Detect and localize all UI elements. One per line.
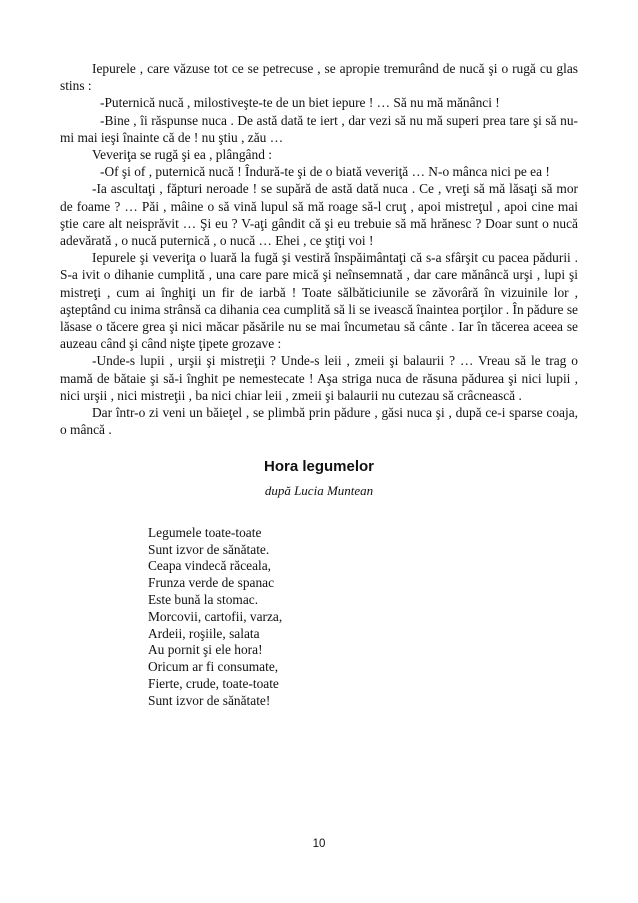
- poem-line: Legumele toate-toate: [148, 524, 262, 540]
- paragraph: -Puternică nucă , milostiveşte-te de un biet iepure ! … Să nu mă mănânci !: [100, 95, 500, 111]
- story-text: [60, 60, 578, 438]
- poem-line: Frunza verde de spanac: [148, 575, 275, 591]
- paragraph: Veveriţa se rugă şi ea , plângând :: [92, 147, 272, 163]
- paragraph: -Ia ascultaţi , făpturi neroade ! se supără de astă dată nuca . Ce , vreţi să mă lăsaţi să mor de foame ? … Păi , mâine o să vină lupul să mă roage să-l cruţ , apoi mistreţul , apoi cine mai ştie care alt neisprăvit … Şi eu ? V-aţi gândit că şi eu trebuie să mă hrănesc ? Doar sunt o nucă adevărată , o nucă puternică , o nucă … Ehei , ce ştiţi voi !: [60, 181, 578, 249]
- poem-author: după Lucia Muntean: [264, 482, 374, 498]
- document-page: [60, 60, 578, 710]
- poem-line: Morcovii, cartofii, varza,: [148, 608, 283, 624]
- poem-line: Oricum ar fi consumate,: [148, 659, 279, 675]
- paragraph: -Of şi of , puternică nucă ! Îndură-te şi de o biată veveriţă … N-o mânca nici pe ea !: [100, 164, 550, 180]
- paragraph: Iepurele , care văzuse tot ce se petrecuse , se apropie tremurând de nucă şi o rugă cu glas stins :: [60, 61, 578, 94]
- poem-line: Au pornit şi ele hora!: [148, 642, 263, 658]
- poem-line: Ardeii, roşiile, salata: [148, 625, 260, 641]
- poem-line: Sunt izvor de sănătate!: [148, 692, 271, 708]
- paragraph: Iepurele şi veveriţa o luară la fugă şi vestiră înspăimântaţi că s-a sfârşit cu pacea pădurii . S-a ivit o dihanie cumplită , una care pare mică şi neînsemnată , dar care mănâncă urşi , lupi şi mistreţi , cum ai înghiţi un fir de iarbă ! Toate sălbăticiunile se zăvorâră în vizuinile lor , aşteptând cu inima strânsă ca dihania cea cumplită să li se ivească înaintea porţilor . În pădure se lăsase o tăcere grea şi nici măcar păsările nu se mai încumetau să cânte . Iar în tăcerea aceea se auzeau când şi când nişte ţipete grozave :: [60, 250, 578, 352]
- poem-body: [148, 525, 578, 710]
- poem-line: Este bună la stomac.: [148, 592, 259, 608]
- paragraph: -Bine , îi răspunse nuca . De astă dată te iert , dar vezi să nu mă superi prea tare şi să nu-mi mai ieşi înainte că de ! nu ştiu , zău …: [60, 112, 578, 145]
- poem-line: Ceapa vindecă răceala,: [148, 558, 272, 574]
- poem-title: Hora legumelor: [263, 458, 375, 476]
- poem-line: Sunt izvor de sănătate.: [148, 541, 270, 557]
- page-number: 10: [312, 838, 326, 850]
- paragraph: -Unde-s lupii , urşii şi mistreţii ? Unde-s leii , zmeii şi balaurii ? … Vreau să le trag o mamă de bătaie şi să-i înghit pe nemestecate ! Aşa striga nuca de răsuna pădurea şi nici lupii , nici urşii , nici mistreţii , ba nici chiar leii , zmeii şi balaurii nu cutezau să crâcnească .: [60, 353, 578, 403]
- poem-line: Fierte, crude, toate-toate: [148, 676, 279, 692]
- paragraph: Dar într-o zi veni un băieţel , se plimbă prin pădure , găsi nuca şi , după ce-i sparse coaja, o mâncă .: [60, 405, 578, 438]
